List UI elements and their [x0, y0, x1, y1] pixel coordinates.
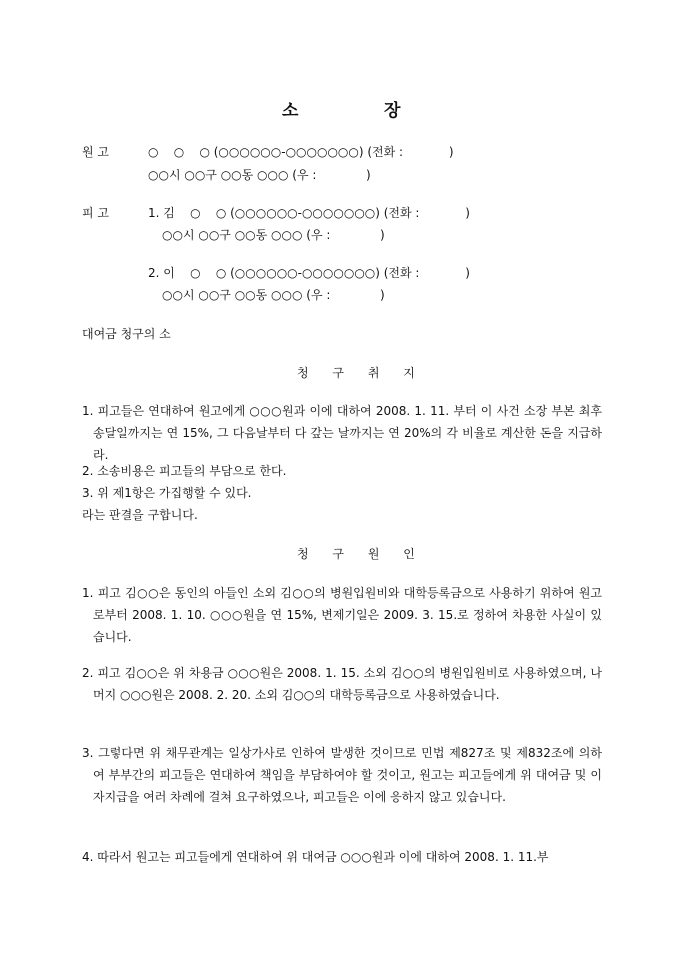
claim-item: 3. 위 제1항은 가집행할 수 있다. [82, 486, 252, 500]
cause-item: 3. 그렇다면 위 채무관계는 일상가사로 인하여 발생한 것이므로 민법 제827조 및 제832조에 의하여 부부간의 피고들은 연대하여 책임을 부담하여야 할 것이고, 원고는 피고들에게 위 대여금 및 이자지급을 여러 차례에 걸쳐 요구하였으나, 피고들은 이에 응하지 않고 있습니다. [82, 746, 602, 804]
claim-item: 2. 소송비용은 피고들의 부담으로 한다. [82, 464, 287, 478]
document-title-right: 장 [384, 101, 401, 121]
section-title-claims: 청 구 취 지 [297, 366, 425, 380]
document-title-left: 소 [282, 101, 299, 121]
claims-closing: 라는 판결을 구합니다. [82, 508, 198, 522]
cause-item: 1. 피고 김○○은 동인의 아들인 소외 김○○의 병원입원비와 대학등록금으로 사용하기 위하여 원고로부터 2008. 1. 10. ○○○원을 연 15%, 변제기일은 2009. 3. 15.로 정하여 차용한 사실이 있습니다. [82, 586, 602, 644]
defendant-1-name-line: 1. 김 ○ ○ (○○○○○○-○○○○○○○) (전화 : ) [148, 206, 470, 220]
defendant-1-address-line: ○○시 ○○구 ○○동 ○○○ (우 : ) [162, 228, 385, 242]
plaintiff-address-line: ○○시 ○○구 ○○동 ○○○ (우 : ) [148, 168, 371, 182]
claims-block [82, 400, 602, 526]
plaintiff-name-line: ○ ○ ○ (○○○○○○-○○○○○○○) (전화 : ) [148, 145, 454, 159]
cause-item: 2. 피고 김○○은 위 차용금 ○○○원은 2008. 1. 15. 소외 김○○의 병원입원비로 사용하였으며, 나머지 ○○○원은 2008. 2. 20. 소외 김○○의 대학등록금으로 사용하였습니다. [82, 666, 602, 702]
plaintiff-label: 원 고 [82, 145, 109, 159]
section-title-causes: 청 구 원 인 [297, 547, 425, 561]
case-name: 대여금 청구의 소 [82, 327, 171, 341]
cause-item: 4. 따라서 원고는 피고들에게 연대하여 위 대여금 ○○○원과 이에 대하여 2008. 1. 11.부 [82, 850, 549, 864]
defendant-2-name-line: 2. 이 ○ ○ (○○○○○○-○○○○○○○) (전화 : ) [148, 266, 470, 280]
defendant-2-address-line: ○○시 ○○구 ○○동 ○○○ (우 : ) [162, 288, 385, 302]
defendant-label: 피 고 [82, 206, 109, 220]
claim-item: 1. 피고들은 연대하여 원고에게 ○○○원과 이에 대하여 2008. 1. 11. 부터 이 사건 소장 부본 최후 송달일까지는 연 15%, 그 다음날부터 다 갚는 날까지는 연 20%의 각 비율로 계산한 돈을 지급하라. [82, 404, 602, 462]
